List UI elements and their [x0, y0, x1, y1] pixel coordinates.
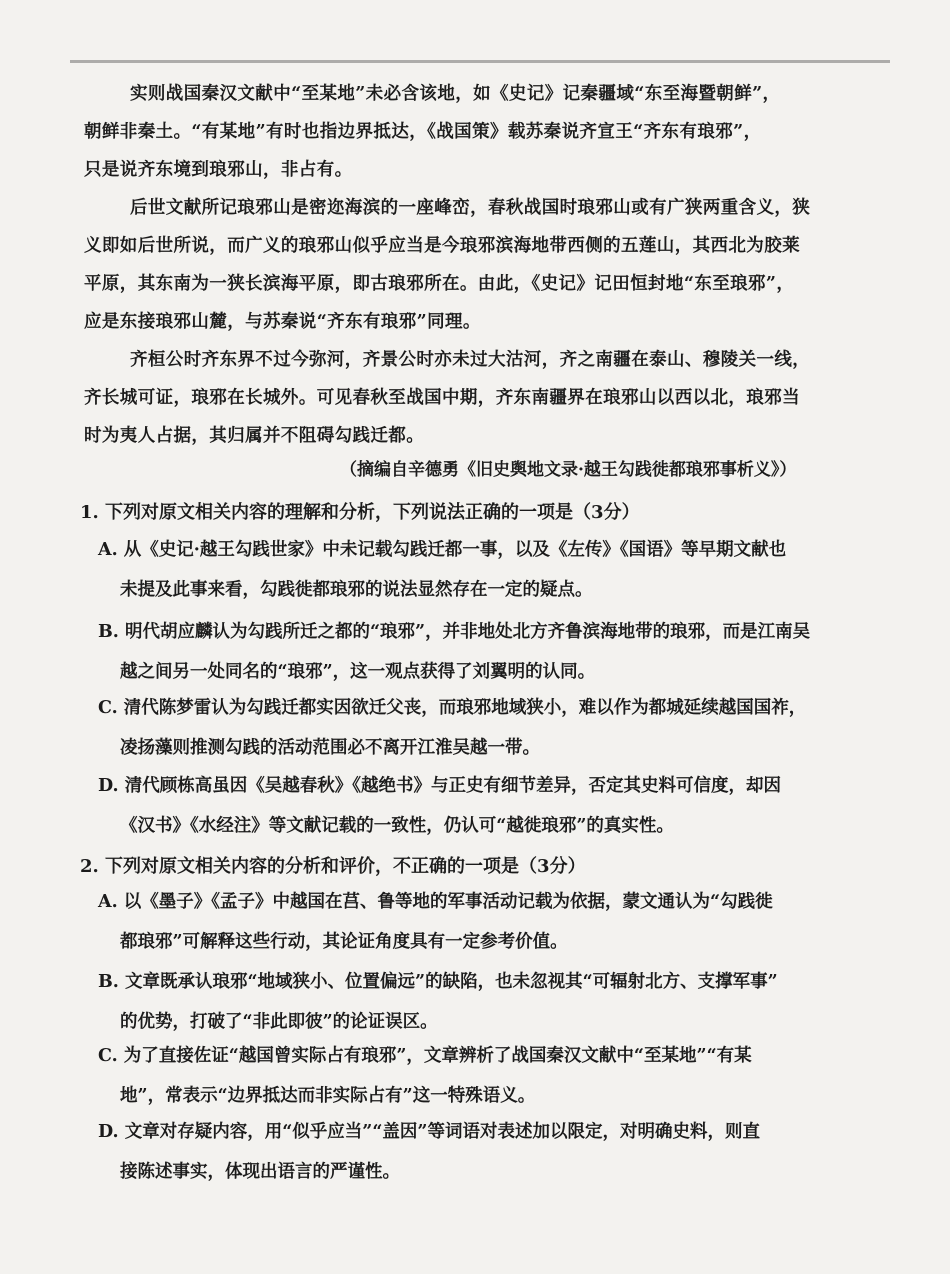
text-line: 齐桓公时齐东界不过今弥河，齐景公时亦未过大沽河，齐之南疆在泰山、穆陵关一线， [130, 350, 811, 370]
text-line: 后世文献所记琅邪山是密迩海滨的一座峰峦，春秋战国时琅邪山或有广狭两重含义，狭 [130, 198, 811, 218]
option-text: 都琅邪”可解释这些行动，其论证角度具有一定参考价值。 [120, 932, 568, 952]
text-line: 平原，其东南为一狭长滨海平原，即古琅邪所在。由此，《史记》记田恒封地“东至琅邪”， [84, 274, 795, 294]
question-2-option-c [98, 1036, 910, 1116]
text-line: 朝鲜非秦土。“有某地”有时也指边界抵达，《战国策》载苏秦说齐宣王“齐东有琅邪”， [84, 122, 762, 142]
question-1-stem: 1. 下列对原文相关内容的理解和分析，下列说法正确的一项是（3分） [80, 502, 640, 523]
question-1-option-d [98, 766, 910, 846]
source-citation: （摘编自辛德勇《旧史舆地文录·越王勾践徙都琅邪事析义》） [340, 460, 797, 480]
cropped-top-line [70, 40, 890, 63]
question-2-option-a [98, 882, 910, 962]
option-text: 《汉书》《水经注》等文献记载的一致性，仍认可“越徙琅邪”的真实性。 [120, 816, 674, 836]
question-2-option-d [98, 1112, 910, 1192]
question-2-option-b [98, 962, 910, 1042]
option-text: C. 清代陈梦雷认为勾践迁都实因欲迁父丧，而琅邪地域狭小，难以作为都城延续越国国祚， [98, 698, 807, 718]
question-1-option-c [98, 688, 910, 768]
text-line: 只是说齐东境到琅邪山，非占有。 [84, 160, 353, 180]
text-line: 时为夷人占据，其归属并不阻碍勾践迁都。 [84, 426, 425, 446]
text-line: 齐长城可证，琅邪在长城外。可见春秋至战国中期，齐东南疆界在琅邪山以西以北，琅邪当 [84, 388, 800, 408]
option-text: A. 从《史记·越王勾践世家》中未记载勾践迁都一事，以及《左传》《国语》等早期文献也 [98, 540, 787, 560]
passage-paragraph-1 [84, 76, 904, 112]
text-line: 实则战国秦汉文献中“至某地”未必含该地，如《史记》记秦疆域“东至海暨朝鲜”， [130, 84, 781, 104]
option-text: B. 文章既承认琅邪“地域狭小、位置偏远”的缺陷，也未忽视其“可辐射北方、支撑军事” [98, 972, 778, 992]
question-1-option-a [98, 530, 910, 610]
text-line: 应是东接琅邪山麓，与苏秦说“齐东有琅邪”同理。 [84, 312, 481, 332]
option-text: 的优势，打破了“非此即彼”的论证误区。 [120, 1012, 438, 1032]
option-text: D. 文章对存疑内容，用“似乎应当”“盖因”等词语对表述加以限定，对明确史料，则直 [98, 1122, 760, 1142]
option-text: 接陈述事实，体现出语言的严谨性。 [120, 1162, 400, 1182]
option-text: B. 明代胡应麟认为勾践所迁之都的“琅邪”，并非地处北方齐鲁滨海地带的琅邪，而是江南吴 [98, 622, 811, 642]
option-text: 未提及此事来看，勾践徙都琅邪的说法显然存在一定的疑点。 [120, 580, 593, 600]
option-text: D. 清代顾栋高虽因《吴越春秋》《越绝书》与正史有细节差异，否定其史料可信度，却因 [98, 776, 781, 796]
option-text: 地”，常表示“边界抵达而非实际占有”这一特殊语义。 [120, 1086, 536, 1106]
option-text: A. 以《墨子》《孟子》中越国在莒、鲁等地的军事活动记载为依据，蒙文通认为“勾践徙 [98, 892, 773, 912]
question-1-option-b [98, 612, 910, 692]
option-text: C. 为了直接佐证“越国曾实际占有琅邪”，文章辨析了战国秦汉文献中“至某地”“有某 [98, 1046, 752, 1066]
option-text: 越之间另一处同名的“琅邪”，这一观点获得了刘翼明的认同。 [120, 662, 596, 682]
text-line: 义即如后世所说，而广义的琅邪山似乎应当是今琅邪滨海地带西侧的五莲山，其西北为胶莱 [84, 236, 800, 256]
option-text: 凌扬藻则推测勾践的活动范围必不离开江淮吴越一带。 [120, 738, 540, 758]
passage-paragraph-2 [84, 190, 904, 226]
question-2-stem: 2. 下列对原文相关内容的分析和评价，不正确的一项是（3分） [80, 856, 586, 877]
passage-paragraph-3 [84, 342, 904, 378]
